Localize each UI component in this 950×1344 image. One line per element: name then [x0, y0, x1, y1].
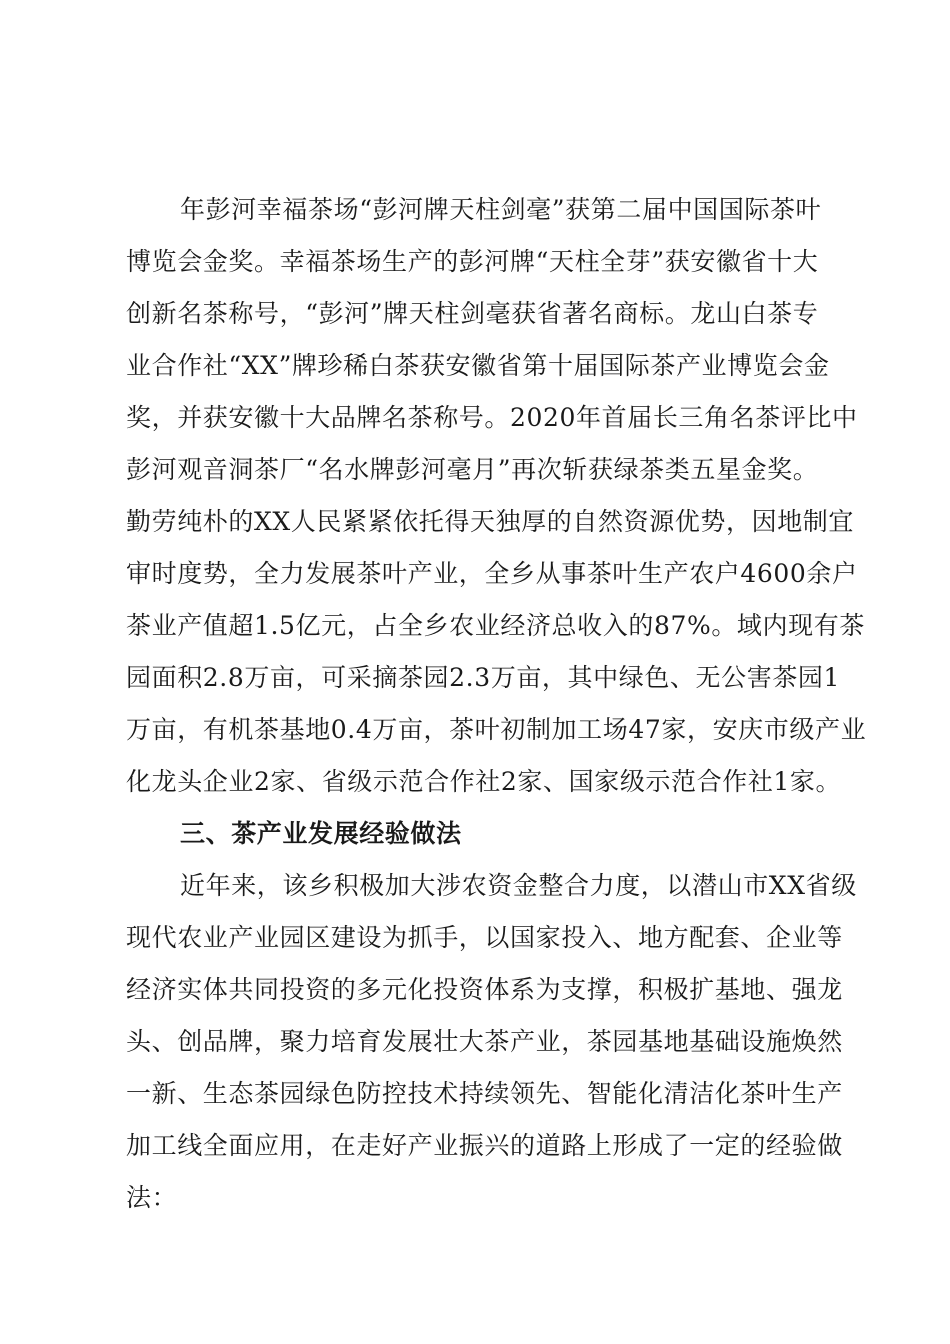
paragraph-line: 奖，并获安徽十大品牌名茶称号。2020年首届长三角名茶评比中: [126, 403, 858, 432]
paragraph-line: 审时度势，全力发展茶叶产业，全乡从事茶叶生产农户4600余户: [126, 559, 858, 588]
paragraph-line: 年彭河幸福茶场“彭河牌天柱剑毫”获第二届中国国际茶叶: [180, 195, 822, 224]
paragraph-line: 经济实体共同投资的多元化投资体系为支撑，积极扩基地、强龙: [126, 975, 843, 1004]
paragraph-line: 化龙头企业2家、省级示范合作社2家、国家级示范合作社1家。: [126, 767, 842, 796]
paragraph-line: 法：: [126, 1183, 178, 1212]
paragraph-line: 园面积2.8万亩，可采摘茶园2.3万亩，其中绿色、无公害茶园1: [126, 663, 841, 692]
paragraph-line: 茶业产值超1.5亿元，占全乡农业经济总收入的87%。域内现有茶: [126, 611, 865, 640]
paragraph-line: 彭河观音洞茶厂“名水牌彭河毫月”再次斩获绿茶类五星金奖。: [126, 455, 819, 484]
paragraph-line: 一新、生态茶园绿色防控技术持续领先、智能化清洁化茶叶生产: [126, 1079, 843, 1108]
paragraph-line: 业合作社“XX”牌珍稀白茶获安徽省第十届国际茶产业博览会金: [126, 351, 830, 380]
paragraph-line: 万亩，有机茶基地0.4万亩，茶叶初制加工场47家，安庆市级产业: [126, 715, 867, 744]
paragraph-line: 创新名茶称号，“彭河”牌天柱剑毫获省著名商标。龙山白茶专: [126, 299, 819, 328]
paragraph-line: 勤劳纯朴的XX人民紧紧依托得天独厚的自然资源优势，因地制宜: [126, 507, 854, 536]
paragraph-line: 现代农业产业园区建设为抓手，以国家投入、地方配套、企业等: [126, 923, 843, 952]
document-body: [126, 184, 867, 1224]
section-heading: 三、茶产业发展经验做法: [180, 819, 462, 848]
paragraph-line: 加工线全面应用，在走好产业振兴的道路上形成了一定的经验做: [126, 1131, 843, 1160]
paragraph-line: 头、创品牌，聚力培育发展壮大茶产业，茶园基地基础设施焕然: [126, 1027, 843, 1056]
paragraph-line: 博览会金奖。幸福茶场生产的彭河牌“天柱全芽”获安徽省十大: [126, 247, 819, 276]
paragraph-line: 近年来，该乡积极加大涉农资金整合力度，以潜山市XX省级: [180, 871, 857, 900]
